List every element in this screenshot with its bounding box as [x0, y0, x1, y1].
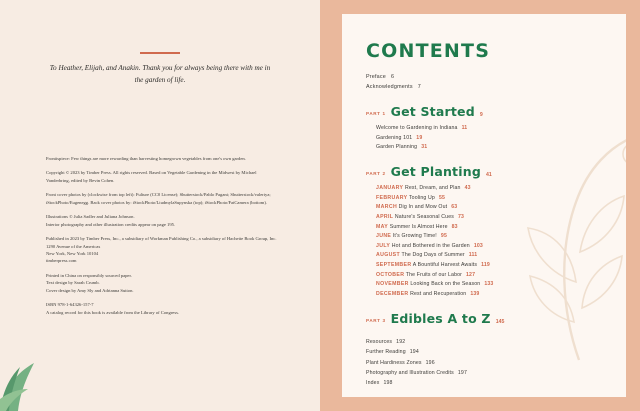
toc-entry-month: DECEMBER	[376, 290, 409, 297]
toc-entry[interactable]	[376, 135, 602, 141]
copyright-paragraph: 1290 Avenue of the Americas	[46, 243, 101, 249]
toc-entry-march[interactable]	[376, 204, 602, 210]
isbn-text: ISBN 978-1-64326-157-7	[46, 302, 94, 308]
toc-entry-month: MAY	[376, 223, 389, 230]
dedication-text: To Heather, Elijah, and Anakin. Thank you for always being there with me in the garden of life.	[49, 64, 271, 84]
toc-entry-page: 196	[425, 359, 435, 366]
copyright-paragraph: Illustrations © Julia Sadler and Juliana Johnson.	[46, 214, 135, 220]
toc-part-label: PART 1	[366, 111, 386, 116]
toc-entry-month: SEPTEMBER	[376, 261, 412, 268]
toc-entry-september[interactable]	[376, 262, 602, 268]
toc-entry-label: Acknowledgments	[366, 84, 413, 90]
toc-entry-month: JULY	[376, 242, 391, 249]
toc-entry-may[interactable]	[376, 224, 602, 230]
toc-entry-month: OCTOBER	[376, 271, 405, 278]
copyright-paragraph: A catalog record for this book is available from the Library of Congress.	[46, 309, 180, 315]
toc-entry-december[interactable]	[376, 291, 602, 297]
copyright-paragraph: Copyright © 2023 by Timber Press. All rights reserved. Based on Vegetable Gardening in the Midwest by Michael Vanderbring, edited by Bevin Cohen.	[46, 170, 257, 183]
toc-entry-further-reading[interactable]	[366, 349, 602, 355]
toc-entry-july[interactable]	[376, 243, 602, 249]
front-matter-list	[366, 74, 602, 90]
copyright-paragraph: timberpress.com	[46, 258, 77, 264]
toc-entry-page: 119	[481, 261, 490, 268]
toc-entry-label: Plant Hardiness Zones	[366, 359, 422, 366]
toc-entry-label: Further Reading	[366, 349, 406, 356]
toc-entry-june[interactable]	[376, 233, 602, 239]
toc-entry-label: Rest, Dream, and Plan	[404, 185, 461, 192]
toc-entry-page: 133	[484, 281, 494, 288]
toc-entry-label: It's Growing Time!	[392, 233, 437, 240]
toc-entry-august[interactable]	[376, 252, 602, 258]
toc-entry-page: 7	[417, 84, 421, 90]
copyright-paragraph: New York, New York 10104	[46, 250, 99, 256]
toc-entry[interactable]	[376, 144, 602, 150]
toc-entry-october[interactable]	[376, 272, 602, 278]
toc-entry-page: 31	[421, 144, 428, 151]
toc-entry-page: 95	[440, 233, 447, 240]
toc-entry-label: The Fruits of our Labor	[405, 271, 463, 278]
toc-entry-label: Rest and Recuperation	[410, 290, 467, 297]
back-matter-list	[366, 339, 602, 387]
copyright-paragraph: Front cover photos by (clockwise from top left): Fulture (CC0 License); Shutterstock/Pablo Pagani; Shutterstock/valeriya; iStockPhoto/Eugenegg. Back cover photos by: iStockPhoto/LiudmylaSupynska (top); iStockPhoto/FatCamera (bottom).	[46, 192, 271, 205]
copyright-paragraph: Text design by Sarah Crumb.	[46, 280, 100, 286]
toc-part-title: Get Started	[390, 104, 475, 119]
toc-part-header[interactable]	[366, 311, 602, 326]
toc-entry-month: JANUARY	[376, 185, 404, 192]
toc-entry-label: The Dog Days of Summer	[401, 252, 465, 259]
toc-entry-page: 198	[383, 380, 393, 387]
toc-entry-page: 197	[457, 369, 467, 376]
copyright-paragraph: Interior photography and other illustration credits appear on page 195.	[46, 221, 176, 227]
toc-entry-credits[interactable]	[366, 370, 602, 376]
toc-entry-label: Looking Back on the Season	[410, 281, 481, 288]
toc-entry-label: Garden Planning	[376, 144, 418, 151]
toc-entry-page: 63	[451, 204, 458, 211]
toc-entry-page: 194	[409, 349, 419, 356]
toc-entry-month: APRIL	[376, 213, 394, 220]
toc-entry-label: Index	[366, 380, 380, 387]
toc-entry-january[interactable]	[376, 185, 602, 191]
toc-entry-april[interactable]	[376, 214, 602, 220]
toc-entry-resources[interactable]	[366, 339, 602, 345]
toc-part-3	[366, 311, 602, 326]
toc-entry[interactable]	[376, 125, 602, 131]
toc-entry-page: 127	[466, 271, 476, 278]
toc-part-page: 9	[479, 112, 483, 118]
dedication-rule	[140, 52, 180, 54]
toc-entry-label: Preface	[366, 74, 386, 80]
dedication-block	[46, 52, 274, 101]
toc-part-page: 145	[495, 318, 505, 325]
table-of-contents	[342, 14, 626, 386]
copyright-paragraph: Printed in China on responsibly sourced paper.	[46, 272, 132, 278]
toc-entry-page: 55	[438, 194, 446, 201]
toc-entry-label: Photography and Illustration Credits	[366, 369, 454, 376]
contents-page	[342, 14, 626, 397]
toc-entry-label: Nature's Seasonal Cues	[394, 213, 454, 220]
page-title: CONTENTS	[366, 40, 491, 62]
toc-entry-page: 192	[396, 338, 406, 345]
toc-entry-november[interactable]	[376, 281, 602, 287]
contents-page-background	[320, 0, 640, 411]
toc-entry-label: Dig In and Mow Out	[398, 204, 448, 211]
toc-entry-page: 111	[468, 252, 478, 259]
toc-entry-label: Resources	[366, 338, 393, 345]
toc-part-label: PART 3	[366, 317, 386, 323]
toc-part-title: Edibles A to Z	[390, 310, 491, 326]
toc-entry-plant-hardiness-zones[interactable]	[366, 360, 602, 366]
copyright-paragraph: Frontispiece: Few things are more rewarding than harvesting homegrown vegetables from one's own garden.	[46, 156, 246, 161]
toc-entry-month: MARCH	[376, 204, 398, 211]
toc-part-header[interactable]	[366, 104, 602, 119]
toc-entry-label: Gardening 101	[376, 134, 413, 141]
toc-entry-label: Summer Is Almost Here	[389, 223, 448, 230]
copyright-paragraph: Published in 2023 by Timber Press, Inc., a subsidiary of Workman Publishing Co., a subsidiary of Hachette Book Group, Inc.	[46, 236, 277, 242]
toc-entry-page: 73	[458, 213, 465, 220]
toc-entry-page: 83	[451, 223, 458, 230]
toc-entry-page: 43	[464, 185, 471, 192]
toc-entry-month: NOVEMBER	[376, 281, 409, 288]
toc-entry-label: Hot and Bothered in the Garden	[391, 242, 470, 249]
copyright-text-block	[46, 155, 278, 323]
toc-part-2	[366, 164, 602, 297]
toc-entry-label: A Bountiful Harvest Awaits	[412, 261, 478, 268]
toc-part-title: Get Planting	[390, 164, 481, 180]
toc-part-header[interactable]	[366, 164, 602, 179]
toc-entry-label: Welcome to Gardening in Indiana	[376, 125, 458, 131]
toc-part-page: 41	[485, 172, 492, 179]
toc-entry-page: 19	[416, 134, 423, 141]
toc-entry-page: 139	[470, 290, 480, 297]
toc-entry-acknowledgments[interactable]	[366, 84, 602, 90]
toc-entry-month: JUNE	[376, 233, 392, 240]
leaf-illustration-icon	[0, 349, 70, 411]
toc-entry-label: Tooling Up	[408, 194, 435, 201]
toc-entry-february[interactable]	[376, 195, 602, 201]
copyright-paragraph: Cover design by Amy Sly and Adrianna Sutton.	[46, 287, 134, 293]
toc-entry-preface[interactable]	[366, 74, 602, 80]
toc-entry-index[interactable]	[366, 380, 602, 386]
toc-part-1	[366, 104, 602, 150]
toc-part-label: PART 2	[366, 171, 386, 177]
toc-entry-page: 6	[390, 74, 395, 80]
toc-entry-page: 103	[473, 242, 483, 249]
toc-entry-month: AUGUST	[376, 252, 401, 259]
toc-entry-page: 11	[461, 125, 468, 131]
toc-entry-month: FEBRUARY	[376, 194, 408, 201]
